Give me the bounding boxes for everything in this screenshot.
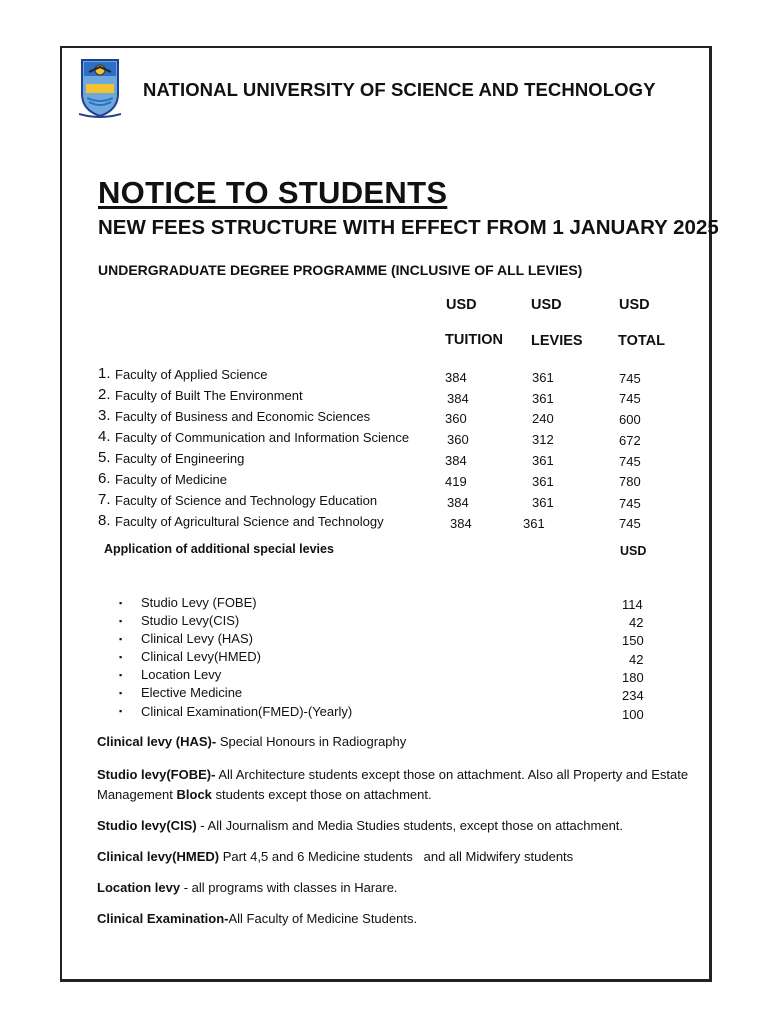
levy-name: Studio Levy (FOBE) xyxy=(141,595,257,610)
row-number: 2. xyxy=(98,386,111,403)
tuition-value: 419 xyxy=(445,474,467,489)
levies-value: 312 xyxy=(532,432,554,447)
special-levies-heading: Application of additional special levies xyxy=(104,542,334,556)
note-label: Location levy xyxy=(97,880,181,895)
total-value: 745 xyxy=(619,371,641,386)
faculty-name: Faculty of Built The Environment xyxy=(115,388,303,403)
total-value: 745 xyxy=(619,516,641,531)
row-number: 5. xyxy=(98,449,111,466)
row-number: 7. xyxy=(98,491,111,508)
bullet-icon: ▪ xyxy=(119,616,123,626)
row-number: 8. xyxy=(98,512,111,529)
note-clinical-exam: Clinical Examination-All Faculty of Medicine Students. xyxy=(97,911,418,926)
notice-title: NOTICE TO STUDENTS xyxy=(98,175,448,210)
levy-name: Location Levy xyxy=(141,667,222,682)
note-location-levy: Location levy - all programs with classes in Harare. xyxy=(97,880,398,895)
row-number: 3. xyxy=(98,407,111,424)
tuition-value: 384 xyxy=(445,370,467,385)
column-header-total: TOTAL xyxy=(618,333,665,349)
note-label: Clinical levy(HMED) xyxy=(97,849,220,864)
faculty-name: Faculty of Applied Science xyxy=(115,367,268,382)
levies-value: 361 xyxy=(532,474,554,489)
levy-amount: 234 xyxy=(622,688,644,703)
faculty-name: Faculty of Business and Economic Sciences xyxy=(115,409,371,424)
faculty-name: Faculty of Communication and Information Science xyxy=(115,430,410,445)
bullet-icon: ▪ xyxy=(119,706,123,716)
note-studio-fobe: Studio levy(FOBE)- All Architecture students except those on attachment. Also all Property and Estate Management Block students except those on attachment. xyxy=(97,767,689,802)
tuition-value: 384 xyxy=(445,453,467,468)
column-header-tuition: TUITION xyxy=(445,332,503,348)
levy-amount: 114 xyxy=(622,597,643,612)
total-value: 780 xyxy=(619,474,641,489)
currency-header-tuition: USD xyxy=(446,297,477,313)
nust-crest-logo xyxy=(79,58,121,120)
levy-name: Clinical Levy(HMED) xyxy=(141,649,261,664)
currency-header-total: USD xyxy=(619,297,650,313)
special-levies-currency: USD xyxy=(620,544,647,558)
row-number: 4. xyxy=(98,428,111,445)
currency-header-levies: USD xyxy=(531,297,562,313)
faculty-name: Faculty of Science and Technology Education xyxy=(115,493,378,508)
levies-value: 361 xyxy=(523,516,545,531)
levies-value: 361 xyxy=(532,495,554,510)
levies-value: 240 xyxy=(532,411,554,426)
faculty-name: Faculty of Engineering xyxy=(115,451,245,466)
bullet-icon: ▪ xyxy=(119,688,123,698)
total-value: 745 xyxy=(619,391,641,406)
tuition-value: 360 xyxy=(445,411,467,426)
total-value: 672 xyxy=(619,433,641,448)
faculty-name: Faculty of Agricultural Science and Technology xyxy=(115,514,384,529)
column-header-levies: LEVIES xyxy=(531,333,583,349)
faculty-name: Faculty of Medicine xyxy=(115,472,227,487)
levy-name: Clinical Levy (HAS) xyxy=(141,631,253,646)
note-label: Studio levy(FOBE)- xyxy=(97,767,216,782)
row-number: 6. xyxy=(98,470,111,487)
levy-amount: 150 xyxy=(622,633,644,648)
levy-amount: 100 xyxy=(622,707,644,722)
levies-value: 361 xyxy=(532,370,554,385)
bullet-icon: ▪ xyxy=(119,598,123,608)
tuition-value: 384 xyxy=(447,391,469,406)
tuition-value: 384 xyxy=(450,516,472,531)
levy-amount: 42 xyxy=(629,652,644,667)
note-clinical-hmed: Clinical levy(HMED) Part 4,5 and 6 Medicine students and all Midwifery students xyxy=(97,849,574,864)
levy-name: Clinical Examination(FMED)-(Yearly) xyxy=(141,704,353,719)
note-label: Studio levy(CIS) xyxy=(97,818,197,833)
levies-value: 361 xyxy=(532,453,554,468)
note-studio-cis: Studio levy(CIS) - All Journalism and Media Studies students, except those on attachment. xyxy=(97,818,624,833)
bullet-icon: ▪ xyxy=(119,634,123,644)
tuition-value: 384 xyxy=(447,495,469,510)
note-clinical-has: Clinical levy (HAS)- Special Honours in Radiography xyxy=(97,734,407,749)
levy-amount: 180 xyxy=(622,670,644,685)
total-value: 600 xyxy=(619,412,641,427)
note-label: Clinical levy (HAS)- xyxy=(97,734,217,749)
bullet-icon: ▪ xyxy=(119,652,123,662)
levies-value: 361 xyxy=(532,391,554,406)
levy-name: Studio Levy(CIS) xyxy=(141,613,240,628)
notice-subtitle: NEW FEES STRUCTURE WITH EFFECT FROM 1 JANUARY 2025 xyxy=(98,216,719,239)
note-label: Clinical Examination- xyxy=(97,911,229,926)
section-heading: UNDERGRADUATE DEGREE PROGRAMME (INCLUSIVE OF ALL LEVIES) xyxy=(98,262,583,278)
total-value: 745 xyxy=(619,454,641,469)
levy-name: Elective Medicine xyxy=(141,685,243,700)
university-name: NATIONAL UNIVERSITY OF SCIENCE AND TECHNOLOGY xyxy=(143,79,656,100)
total-value: 745 xyxy=(619,496,641,511)
row-number: 1. xyxy=(98,365,111,382)
tuition-value: 360 xyxy=(447,432,469,447)
bullet-icon: ▪ xyxy=(119,670,123,680)
levy-amount: 42 xyxy=(629,615,644,630)
